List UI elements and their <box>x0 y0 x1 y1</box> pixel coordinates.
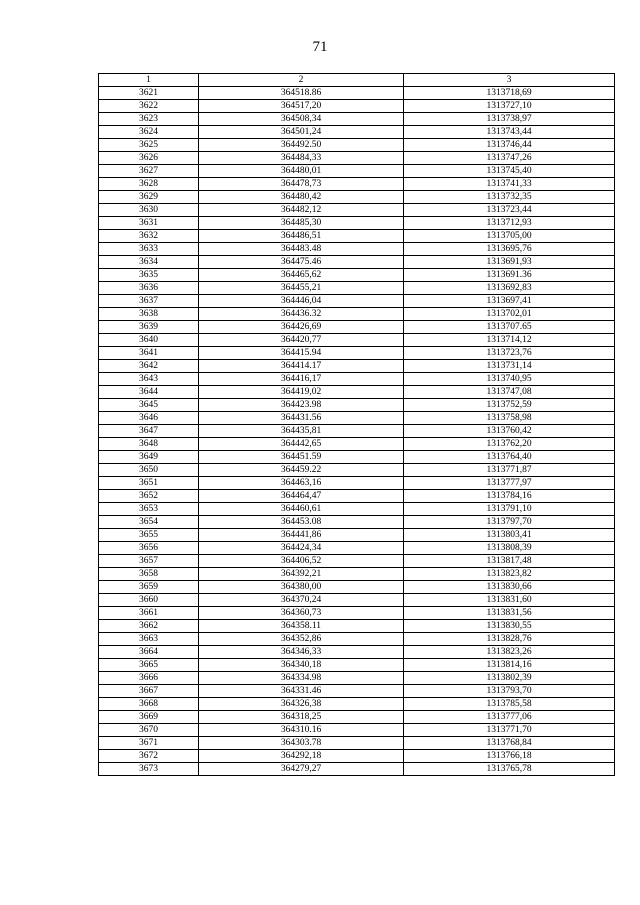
x-coordinate-cell: 364453.08 <box>199 516 404 529</box>
y-coordinate-cell: 1313723,44 <box>404 204 615 217</box>
table-row <box>99 191 615 204</box>
x-coordinate-cell: 364303.78 <box>199 737 404 750</box>
x-coordinate-cell: 364279,27 <box>199 763 404 776</box>
table-row <box>99 516 615 529</box>
y-coordinate-cell: 1313797,70 <box>404 516 615 529</box>
x-coordinate-cell: 364464,47 <box>199 490 404 503</box>
coordinates-table <box>98 73 615 776</box>
y-coordinate-cell: 1313752,59 <box>404 399 615 412</box>
x-coordinate-cell: 364460,61 <box>199 503 404 516</box>
point-number-cell: 3635 <box>99 269 199 282</box>
point-number-cell: 3662 <box>99 620 199 633</box>
table-row <box>99 685 615 698</box>
y-coordinate-cell: 1313731,14 <box>404 360 615 373</box>
point-number-cell: 3671 <box>99 737 199 750</box>
table-row <box>99 555 615 568</box>
y-coordinate-cell: 1313697,41 <box>404 295 615 308</box>
table-row <box>99 113 615 126</box>
y-coordinate-cell: 1313766,18 <box>404 750 615 763</box>
table-row <box>99 477 615 490</box>
x-coordinate-cell: 364416,17 <box>199 373 404 386</box>
point-number-cell: 3627 <box>99 165 199 178</box>
x-coordinate-cell: 364380,00 <box>199 581 404 594</box>
y-coordinate-cell: 1313746,44 <box>404 139 615 152</box>
table-row <box>99 386 615 399</box>
page-number: 71 <box>312 39 328 55</box>
x-coordinate-cell: 364483.48 <box>199 243 404 256</box>
y-coordinate-cell: 1313830,66 <box>404 581 615 594</box>
x-coordinate-cell: 364517,20 <box>199 100 404 113</box>
y-coordinate-cell: 1313741,33 <box>404 178 615 191</box>
x-coordinate-cell: 364406,52 <box>199 555 404 568</box>
x-coordinate-cell: 364484,33 <box>199 152 404 165</box>
point-number-cell: 3658 <box>99 568 199 581</box>
x-coordinate-cell: 364463,16 <box>199 477 404 490</box>
point-number-cell: 3641 <box>99 347 199 360</box>
table-row <box>99 490 615 503</box>
point-number-cell: 3623 <box>99 113 199 126</box>
point-number-cell: 3673 <box>99 763 199 776</box>
table-row <box>99 126 615 139</box>
y-coordinate-cell: 1313784,16 <box>404 490 615 503</box>
x-coordinate-cell: 364435,81 <box>199 425 404 438</box>
table-row <box>99 165 615 178</box>
point-number-cell: 3659 <box>99 581 199 594</box>
point-number-cell: 3629 <box>99 191 199 204</box>
point-number-cell: 3624 <box>99 126 199 139</box>
table-row <box>99 152 615 165</box>
y-coordinate-cell: 1313814,16 <box>404 659 615 672</box>
y-coordinate-cell: 1313777,97 <box>404 477 615 490</box>
x-coordinate-cell: 364310.16 <box>199 724 404 737</box>
table-row <box>99 451 615 464</box>
x-coordinate-cell: 364485,30 <box>199 217 404 230</box>
y-coordinate-cell: 1313745,40 <box>404 165 615 178</box>
y-coordinate-cell: 1313764,40 <box>404 451 615 464</box>
table-row <box>99 399 615 412</box>
point-number-cell: 3634 <box>99 256 199 269</box>
point-number-cell: 3655 <box>99 529 199 542</box>
table-row <box>99 594 615 607</box>
y-coordinate-cell: 1313828,76 <box>404 633 615 646</box>
table-row <box>99 633 615 646</box>
point-number-cell: 3648 <box>99 438 199 451</box>
table-row <box>99 503 615 516</box>
point-number-cell: 3654 <box>99 516 199 529</box>
x-coordinate-cell: 364346,33 <box>199 646 404 659</box>
point-number-cell: 3651 <box>99 477 199 490</box>
table-row <box>99 724 615 737</box>
x-coordinate-cell: 364352,86 <box>199 633 404 646</box>
x-coordinate-cell: 364292,18 <box>199 750 404 763</box>
table-row <box>99 373 615 386</box>
point-number-cell: 3667 <box>99 685 199 698</box>
y-coordinate-cell: 1313802,39 <box>404 672 615 685</box>
x-coordinate-cell: 364482,12 <box>199 204 404 217</box>
point-number-cell: 3669 <box>99 711 199 724</box>
y-coordinate-cell: 1313747,26 <box>404 152 615 165</box>
x-coordinate-cell: 364424,34 <box>199 542 404 555</box>
y-coordinate-cell: 1313743,44 <box>404 126 615 139</box>
x-coordinate-cell: 364486,51 <box>199 230 404 243</box>
point-number-cell: 3630 <box>99 204 199 217</box>
table-header <box>99 74 615 87</box>
point-number-cell: 3665 <box>99 659 199 672</box>
table-row <box>99 243 615 256</box>
table-row <box>99 646 615 659</box>
point-number-cell: 3666 <box>99 672 199 685</box>
y-coordinate-cell: 1313771,87 <box>404 464 615 477</box>
y-coordinate-cell: 1313732,35 <box>404 191 615 204</box>
y-coordinate-cell: 1313808,39 <box>404 542 615 555</box>
x-coordinate-cell: 364441,86 <box>199 529 404 542</box>
table-row <box>99 360 615 373</box>
table-row <box>99 295 615 308</box>
x-coordinate-cell: 364480,01 <box>199 165 404 178</box>
point-number-cell: 3633 <box>99 243 199 256</box>
y-coordinate-cell: 1313705,00 <box>404 230 615 243</box>
point-number-cell: 3649 <box>99 451 199 464</box>
table-row <box>99 568 615 581</box>
table-row <box>99 425 615 438</box>
table-row <box>99 230 615 243</box>
y-coordinate-cell: 1313714,12 <box>404 334 615 347</box>
point-number-cell: 3647 <box>99 425 199 438</box>
x-coordinate-cell: 364475.46 <box>199 256 404 269</box>
table-row <box>99 334 615 347</box>
y-coordinate-cell: 1313803,41 <box>404 529 615 542</box>
x-coordinate-cell: 364518.86 <box>199 87 404 100</box>
point-number-cell: 3639 <box>99 321 199 334</box>
table-row <box>99 256 615 269</box>
table-row <box>99 737 615 750</box>
point-number-cell: 3643 <box>99 373 199 386</box>
table-row <box>99 87 615 100</box>
point-number-cell: 3637 <box>99 295 199 308</box>
x-coordinate-cell: 364340,18 <box>199 659 404 672</box>
table-row <box>99 347 615 360</box>
x-coordinate-cell: 364326,38 <box>199 698 404 711</box>
point-number-cell: 3640 <box>99 334 199 347</box>
x-coordinate-cell: 364370,24 <box>199 594 404 607</box>
x-coordinate-cell: 364420,77 <box>199 334 404 347</box>
point-number-cell: 3636 <box>99 282 199 295</box>
point-number-cell: 3646 <box>99 412 199 425</box>
y-coordinate-cell: 1313718,69 <box>404 87 615 100</box>
y-coordinate-cell: 1313762,20 <box>404 438 615 451</box>
y-coordinate-cell: 1313817,48 <box>404 555 615 568</box>
x-coordinate-cell: 364465,62 <box>199 269 404 282</box>
y-coordinate-cell: 1313691,93 <box>404 256 615 269</box>
x-coordinate-cell: 364442,65 <box>199 438 404 451</box>
point-number-cell: 3668 <box>99 698 199 711</box>
x-coordinate-cell: 364334.98 <box>199 672 404 685</box>
x-coordinate-cell: 364358.11 <box>199 620 404 633</box>
x-coordinate-cell: 364414.17 <box>199 360 404 373</box>
table-row <box>99 282 615 295</box>
point-number-cell: 3621 <box>99 87 199 100</box>
y-coordinate-cell: 1313765,78 <box>404 763 615 776</box>
table-row <box>99 217 615 230</box>
y-coordinate-cell: 1313707.65 <box>404 321 615 334</box>
y-coordinate-cell: 1313831,56 <box>404 607 615 620</box>
y-coordinate-cell: 1313747,08 <box>404 386 615 399</box>
table-row <box>99 763 615 776</box>
point-number-cell: 3626 <box>99 152 199 165</box>
y-coordinate-cell: 1313785,58 <box>404 698 615 711</box>
x-coordinate-cell: 364423.98 <box>199 399 404 412</box>
y-coordinate-cell: 1313712,93 <box>404 217 615 230</box>
point-number-cell: 3650 <box>99 464 199 477</box>
point-number-cell: 3644 <box>99 386 199 399</box>
table-row <box>99 607 615 620</box>
point-number-cell: 3660 <box>99 594 199 607</box>
y-coordinate-cell: 1313771,70 <box>404 724 615 737</box>
x-coordinate-cell: 364436.32 <box>199 308 404 321</box>
table-row <box>99 438 615 451</box>
column-header-3: 3 <box>404 74 615 87</box>
point-number-cell: 3628 <box>99 178 199 191</box>
x-coordinate-cell: 364446,04 <box>199 295 404 308</box>
x-coordinate-cell: 364415.94 <box>199 347 404 360</box>
table-row <box>99 204 615 217</box>
table-row <box>99 412 615 425</box>
y-coordinate-cell: 1313758,98 <box>404 412 615 425</box>
y-coordinate-cell: 1313793,70 <box>404 685 615 698</box>
header-row <box>99 74 615 87</box>
point-number-cell: 3661 <box>99 607 199 620</box>
point-number-cell: 3625 <box>99 139 199 152</box>
point-number-cell: 3642 <box>99 360 199 373</box>
point-number-cell: 3663 <box>99 633 199 646</box>
point-number-cell: 3632 <box>99 230 199 243</box>
table-row <box>99 308 615 321</box>
x-coordinate-cell: 364360,73 <box>199 607 404 620</box>
point-number-cell: 3672 <box>99 750 199 763</box>
point-number-cell: 3645 <box>99 399 199 412</box>
y-coordinate-cell: 1313738,97 <box>404 113 615 126</box>
table-row <box>99 529 615 542</box>
point-number-cell: 3652 <box>99 490 199 503</box>
point-number-cell: 3657 <box>99 555 199 568</box>
y-coordinate-cell: 1313695,76 <box>404 243 615 256</box>
y-coordinate-cell: 1313740,95 <box>404 373 615 386</box>
column-header-2: 2 <box>199 74 404 87</box>
point-number-cell: 3656 <box>99 542 199 555</box>
point-number-cell: 3638 <box>99 308 199 321</box>
table-row <box>99 620 615 633</box>
y-coordinate-cell: 1313823,82 <box>404 568 615 581</box>
point-number-cell: 3670 <box>99 724 199 737</box>
point-number-cell: 3622 <box>99 100 199 113</box>
table-row <box>99 750 615 763</box>
y-coordinate-cell: 1313760,42 <box>404 425 615 438</box>
x-coordinate-cell: 364419,02 <box>199 386 404 399</box>
point-number-cell: 3653 <box>99 503 199 516</box>
table-row <box>99 178 615 191</box>
y-coordinate-cell: 1313823,26 <box>404 646 615 659</box>
x-coordinate-cell: 364426,69 <box>199 321 404 334</box>
x-coordinate-cell: 364331.46 <box>199 685 404 698</box>
table-row <box>99 100 615 113</box>
y-coordinate-cell: 1313791,10 <box>404 503 615 516</box>
table-row <box>99 464 615 477</box>
point-number-cell: 3631 <box>99 217 199 230</box>
table-row <box>99 659 615 672</box>
x-coordinate-cell: 364318,25 <box>199 711 404 724</box>
y-coordinate-cell: 1313692,83 <box>404 282 615 295</box>
x-coordinate-cell: 364501,24 <box>199 126 404 139</box>
x-coordinate-cell: 364508,34 <box>199 113 404 126</box>
table-row <box>99 542 615 555</box>
table-row <box>99 672 615 685</box>
y-coordinate-cell: 1313702,01 <box>404 308 615 321</box>
point-number-cell: 3664 <box>99 646 199 659</box>
x-coordinate-cell: 364392,21 <box>199 568 404 581</box>
table-row <box>99 711 615 724</box>
x-coordinate-cell: 364451.59 <box>199 451 404 464</box>
table-row <box>99 698 615 711</box>
y-coordinate-cell: 1313830,55 <box>404 620 615 633</box>
table-row <box>99 581 615 594</box>
y-coordinate-cell: 1313831,60 <box>404 594 615 607</box>
column-header-1: 1 <box>99 74 199 87</box>
y-coordinate-cell: 1313723,76 <box>404 347 615 360</box>
x-coordinate-cell: 364492.50 <box>199 139 404 152</box>
x-coordinate-cell: 364480,42 <box>199 191 404 204</box>
y-coordinate-cell: 1313768,84 <box>404 737 615 750</box>
y-coordinate-cell: 1313727,10 <box>404 100 615 113</box>
table-row <box>99 269 615 282</box>
x-coordinate-cell: 364478,73 <box>199 178 404 191</box>
x-coordinate-cell: 364459.22 <box>199 464 404 477</box>
x-coordinate-cell: 364455,21 <box>199 282 404 295</box>
table-row <box>99 321 615 334</box>
y-coordinate-cell: 1313777,06 <box>404 711 615 724</box>
y-coordinate-cell: 1313691.36 <box>404 269 615 282</box>
x-coordinate-cell: 364431.56 <box>199 412 404 425</box>
table-body <box>99 87 615 776</box>
table-row <box>99 139 615 152</box>
